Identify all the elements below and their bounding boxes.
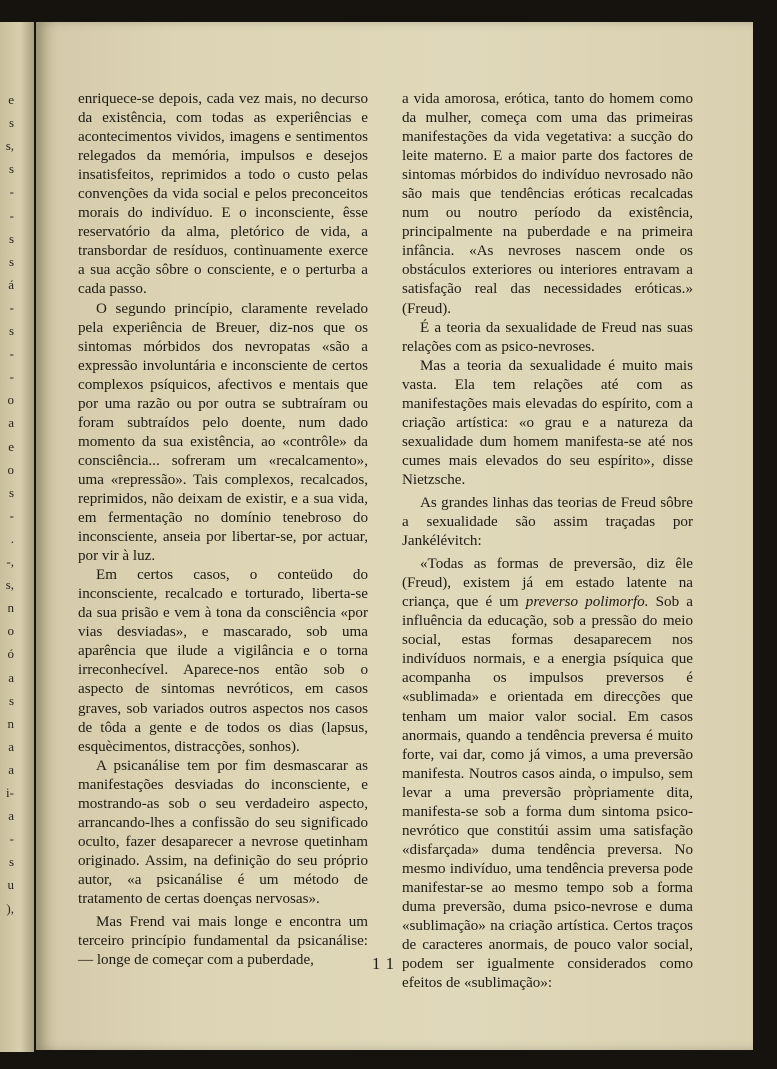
margin-fragment: -: [9, 346, 14, 362]
margin-fragment: a: [8, 669, 14, 685]
paragraph: Mas a teoria da sexualidade é muito mais vasta. Ela tem relações até com as manifestações mais elevadas do espírito, com a criação artística: «o grau e a natureza da sexualidade dum homem manifesta-se até nos cumes mais elevados do seu espírito», disse Nietzsche.: [402, 357, 693, 488]
margin-fragment: -: [9, 184, 14, 200]
margin-fragment: a: [8, 808, 14, 824]
margin-fragment: -: [9, 207, 14, 223]
margin-fragment: .: [10, 530, 14, 546]
margin-fragment: s: [8, 692, 14, 708]
margin-fragment: s: [8, 161, 14, 177]
margin-fragment: o: [7, 392, 14, 408]
right-text-column: [402, 90, 693, 993]
margin-fragment: s: [8, 484, 14, 500]
margin-fragment: n: [7, 600, 14, 616]
paragraph: A psicanálise tem por fim desmascarar as manifestações desviadas do inconsciente, e mostrando-as sob o seu verdadeiro aspecto, arrancando-lhes a confissão do seu significado oculto, fazer desaparecer a nevrose quetinham originado. Assim, na definição do seu próprio autor, «a psicanálise é um método de tratamento de certas doenças nervosas».: [78, 757, 368, 907]
book-page: [36, 22, 753, 1050]
margin-fragment: s,: [5, 138, 14, 154]
margin-fragment: -: [9, 369, 14, 385]
quote-emphasis: preverso polimorfo.: [525, 594, 649, 611]
margin-fragment: o: [7, 623, 14, 639]
margin-fragment: a: [8, 415, 14, 431]
margin-fragment: i-: [6, 785, 14, 800]
margin-fragment: -,: [6, 554, 14, 569]
margin-fragment: ),: [6, 900, 14, 916]
margin-fragment: -: [9, 507, 14, 523]
margin-fragment: s: [8, 854, 14, 870]
margin-fragment: s: [8, 253, 14, 269]
margin-fragment: e: [8, 438, 14, 454]
margin-fragment: -: [9, 299, 14, 315]
left-text-column: [78, 90, 368, 970]
quote-text: Sob a influência da educação, sob a pressão do meio social, estas formas desaparecem nos indivíduos normais, e a energia psíquica que acompanha os impulsos preversos é «sublimada» e orientada em direcções que tenham um maior valor social. Em casos anormais, quando a tendência preversa é muito forte, vai dar, como já vimos, a uma preversão manifesta. Noutros casos ainda, o impulso, sem levar a uma preversão pròpriamente dita, manifesta-se sob a forma dum sintoma psico-nevrótico que constitúi assim uma satisfação «disfarçada» duma tendência preversa. No mesmo indivíduo, uma tendência preversa pode manifestar-se ao mesmo tempo sob a forma duma preversão, duma psico-nevrose e duma «sublimação» na criação artística. Certos traços de caracteres anormais, de pouco valor social, podem ser igualmente considerados como efeitos de «sublimação»:: [402, 594, 694, 992]
margin-fragment: s,: [5, 577, 14, 593]
paragraph: Em certos casos, o conteüdo do inconsciente, recalcado e torturado, liberta-se da sua prisão e vem à tona da consciência «por vias desviadas», e mascarado, sob uma aparência que ilude a vigilância e o torna irreconhecível. Aparece-nos então sob o aspecto de sintomas nevróticos, em casos graves, sob variados outros aspectos nos casos de tôda a gente e de todos os dias (lapsus, esquècimentos, distracções, sonhos).: [78, 567, 368, 755]
paragraph: a vida amorosa, erótica, tanto do homem como da mulher, começa com uma das primeiras manifestações da vida vegetativa: a sucção do leite materno. E a maior parte dos factores de sintomas mórbidos do indivíduo nevrosado não são mais que tendências eróticas recalcadas num ou noutro período da existência, principalmente na puberdade e na primeira infância. «As nevroses nascem onde os obstáculos exteriores ou interiores entravam a satisfação real das necessidades eróticas.» (Freud).: [402, 91, 693, 317]
margin-fragment: e: [8, 92, 14, 107]
margin-fragment: n: [7, 715, 14, 731]
margin-fragment: s: [8, 230, 14, 246]
quote-text: «Todas as formas de preversão, diz êle (Freud), existem já em estado latente na criança, que é um: [402, 556, 693, 611]
paragraph: Mas Frend vai mais longe e encontra um terceiro princípio fundamental da psicanálise: — longe de começar com a puberdade,: [78, 914, 368, 969]
paragraph: O segundo princípio, claramente revelado pela experiência de Breuer, diz-nos que os sintomas mórbidos dos nevropatas «são a expressão involuntária e inconsciente de certos complexos psíquicos, afectivos e mentais que por uma razão ou por outra se subtraíram ou foram subtraídos pelo doente, num dado momento da sua existência, ao «contrôle» da consciência... sofreram um «recalcamento», uma «repressão». Tais complexos, recalcados, reprimidos, não deixam de existir, e a sua vida, em fermentação no domínio tenebroso do inconsciente, anseia por libertar-se, por actuar, por vir à luz.: [78, 300, 368, 565]
previous-page-edge: [0, 22, 34, 1052]
margin-fragment: a: [8, 738, 14, 754]
margin-fragment: s: [8, 323, 14, 338]
margin-fragment: -: [9, 831, 14, 847]
margin-fragment: á: [8, 276, 14, 292]
page-number: 11: [371, 954, 401, 973]
paragraph: enriquece-se depois, cada vez mais, no decurso da existência, com todas as experiências e acontecimentos vividos, imagens e sentimentos relegados da memória, impulsos e desejos insatisfeitos, reprimidos a todo o custo pelas convenções da vida social e pelos preconceitos morais do indivíduo. E o inconsciente, êsse reservatório da alma, pletórico de vida, a transbordar de resíduos, contìnuamente exerce a sua acção sôbre o consciente, e o perturba a cada passo.: [78, 91, 368, 298]
paragraph: É a teoria da sexualidade de Freud nas suas relações com as psico-nevroses.: [402, 319, 693, 355]
margin-fragment: u: [7, 877, 14, 893]
margin-fragment: s: [8, 115, 14, 131]
paragraph: As grandes linhas das teorias de Freud sôbre a sexualidade são assim traçadas por Jankélévitch:: [402, 494, 693, 550]
margin-fragment: a: [8, 761, 14, 777]
margin-fragment: o: [7, 461, 14, 477]
margin-fragment: ó: [7, 646, 14, 662]
paragraph-quote: [402, 555, 693, 993]
